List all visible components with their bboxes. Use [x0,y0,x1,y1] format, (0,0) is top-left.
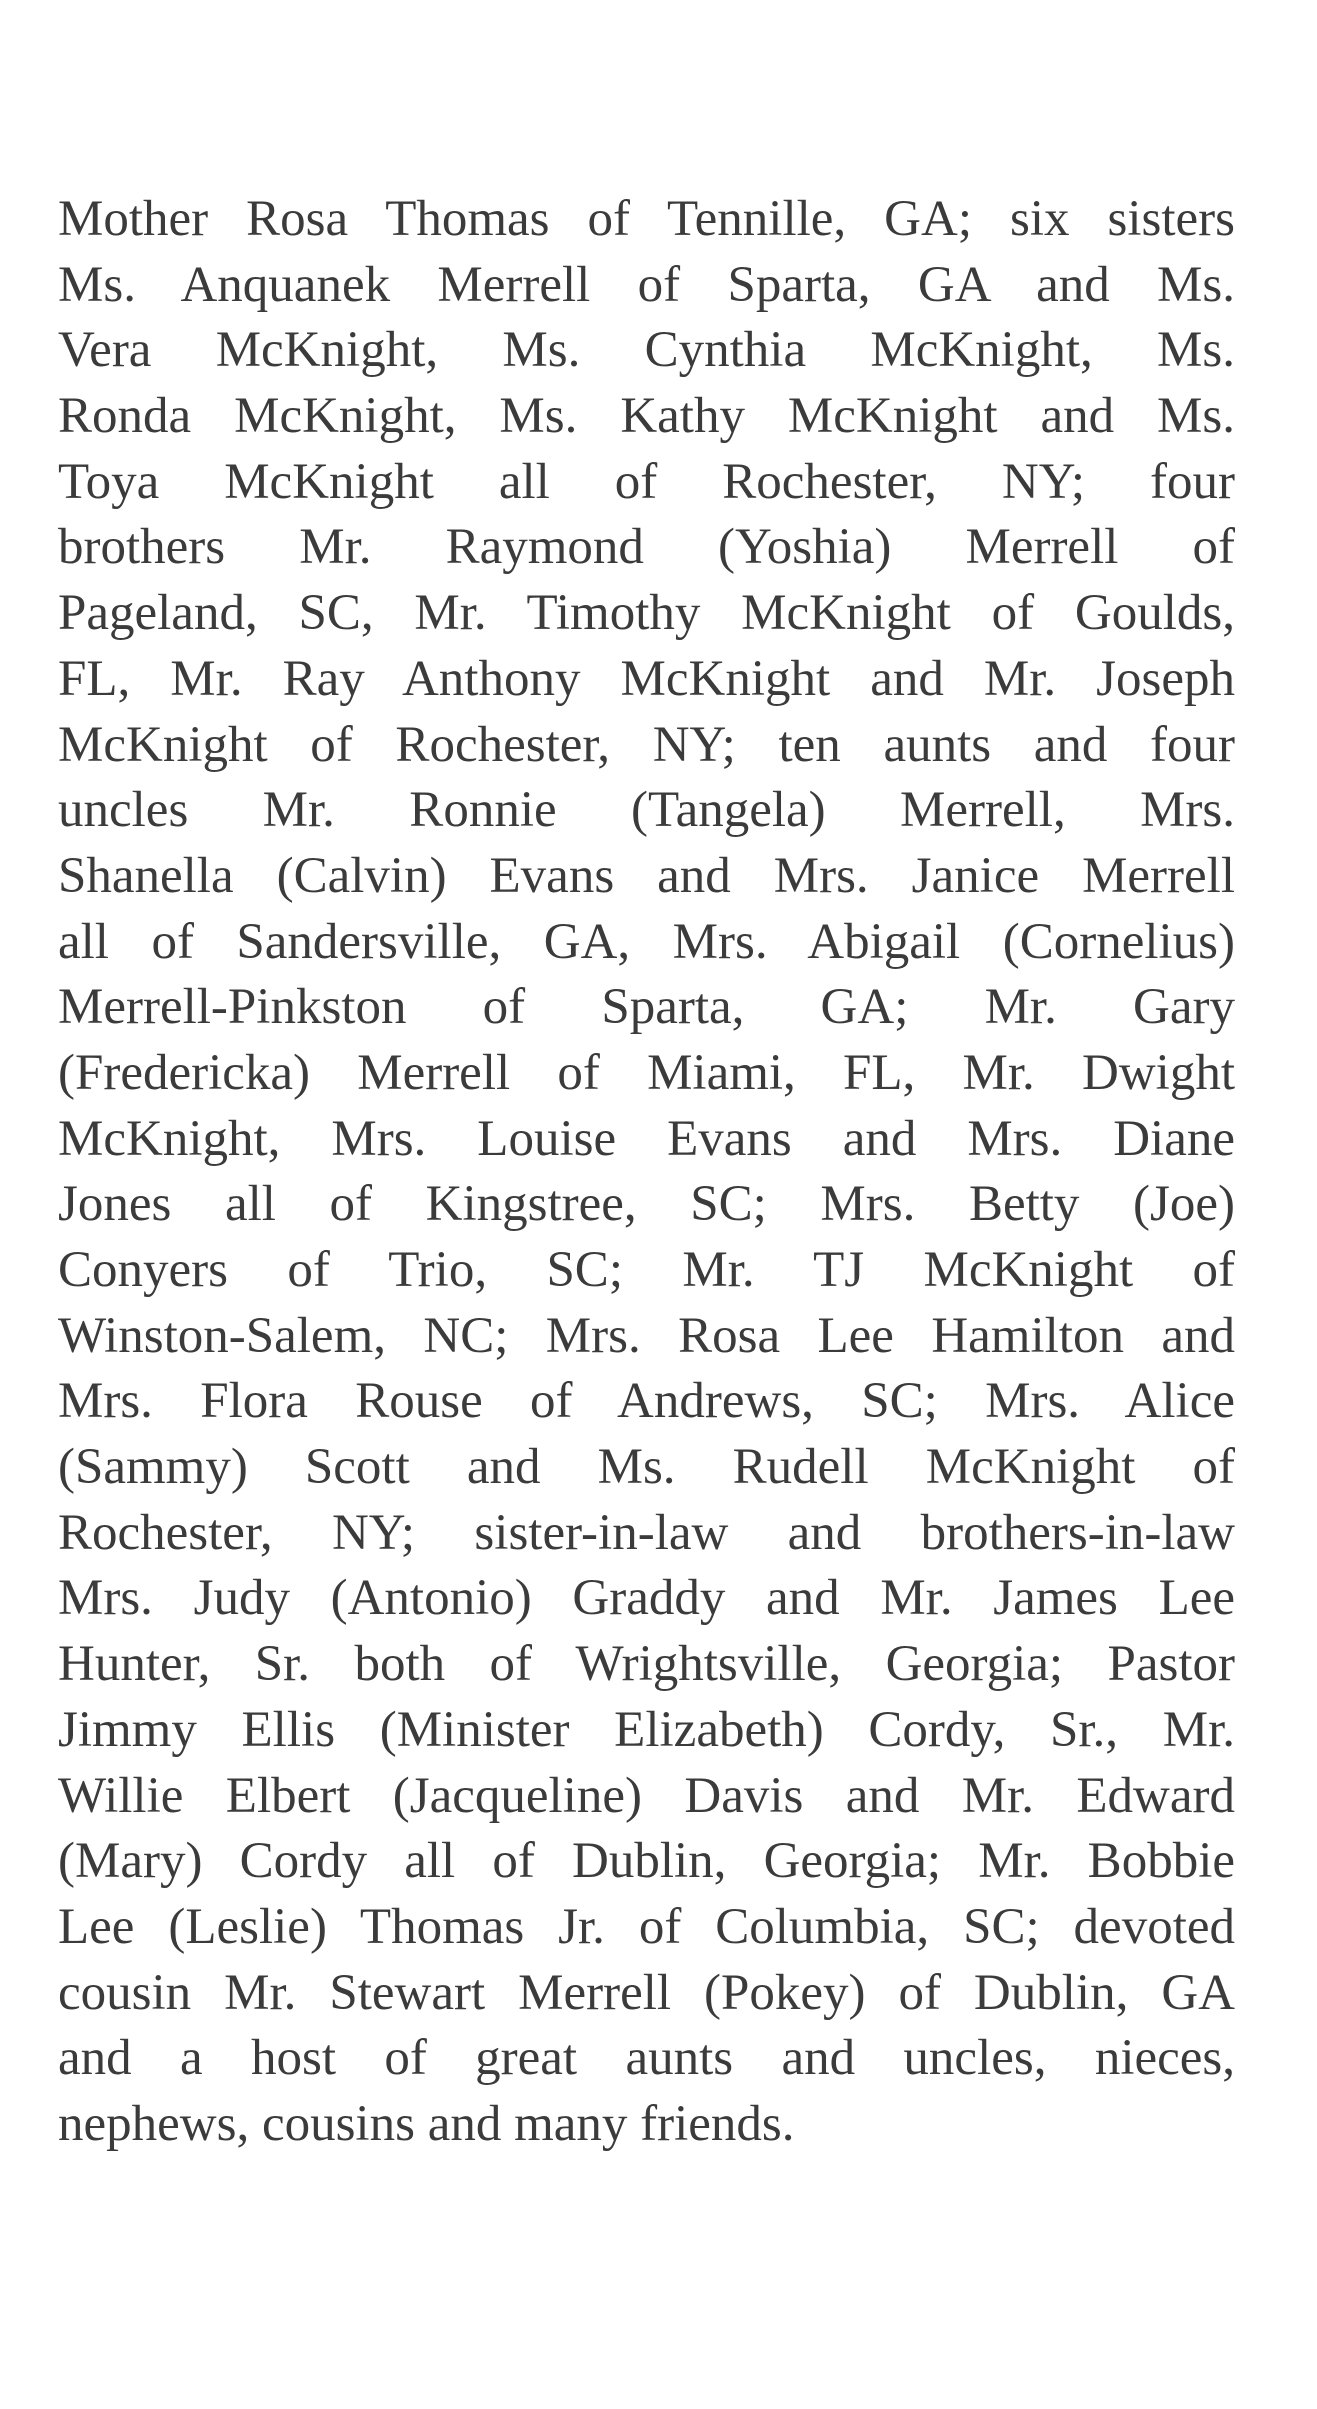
paragraph-line: Mrs. Flora Rouse of Andrews, SC; Mrs. Alice [58,1373,1235,1430]
paragraph-line: Jimmy Ellis (Minister Elizabeth) Cordy, Sr., Mr. [58,1701,1235,1758]
paragraph-line: Ms. Anquanek Merrell of Sparta, GA and Ms. [58,256,1235,313]
paragraph-line: nephews, cousins and many friends. [58,2095,795,2152]
paragraph-line: Rochester, NY; sister-in-law and brothers-in-law [58,1504,1235,1561]
paragraph-line: brothers Mr. Raymond (Yoshia) Merrell of [58,519,1235,576]
paragraph-line: Vera McKnight, Ms. Cynthia McKnight, Ms. [58,322,1235,379]
obituary-paragraph [58,187,1235,2158]
paragraph-line: all of Sandersville, GA, Mrs. Abigail (Cornelius) [58,913,1235,970]
paragraph-line: (Mary) Cordy all of Dublin, Georgia; Mr. Bobbie [58,1833,1235,1890]
paragraph-line: Pageland, SC, Mr. Timothy McKnight of Goulds, [58,585,1235,642]
paragraph-line: and a host of great aunts and uncles, nieces, [58,2030,1235,2087]
paragraph-line: Conyers of Trio, SC; Mr. TJ McKnight of [58,1242,1235,1298]
paragraph-line: Toya McKnight all of Rochester, NY; four [58,453,1235,510]
paragraph-line: Merrell-Pinkston of Sparta, GA; Mr. Gary [58,979,1235,1036]
paragraph-line: Shanella (Calvin) Evans and Mrs. Janice Merrell [58,847,1235,904]
paragraph-line: Mrs. Judy (Antonio) Graddy and Mr. James Lee [58,1570,1235,1627]
paragraph-line: FL, Mr. Ray Anthony McKnight and Mr. Joseph [58,650,1235,707]
paragraph-line: Hunter, Sr. both of Wrightsville, Georgia; Pastor [58,1636,1235,1693]
paragraph-line: Jones all of Kingstree, SC; Mrs. Betty (Joe) [58,1176,1235,1233]
paragraph-line: Mother Rosa Thomas of Tennille, GA; six sisters [58,191,1235,247]
paragraph-line: McKnight, Mrs. Louise Evans and Mrs. Diane [58,1110,1235,1167]
paragraph-line: McKnight of Rochester, NY; ten aunts and four [58,716,1235,773]
paragraph-line: uncles Mr. Ronnie (Tangela) Merrell, Mrs. [58,782,1235,839]
paragraph-line: Winston-Salem, NC; Mrs. Rosa Lee Hamilton and [58,1307,1235,1364]
paragraph-line: (Sammy) Scott and Ms. Rudell McKnight of [58,1439,1235,1496]
paragraph-line: Willie Elbert (Jacqueline) Davis and Mr. Edward [58,1767,1235,1824]
paragraph-line: Lee (Leslie) Thomas Jr. of Columbia, SC; devoted [58,1898,1235,1955]
paragraph-line: (Fredericka) Merrell of Miami, FL, Mr. Dwight [58,1044,1235,1101]
paragraph-line: cousin Mr. Stewart Merrell (Pokey) of Dublin, GA [58,1964,1235,2021]
paragraph-line: Ronda McKnight, Ms. Kathy McKnight and Ms. [58,388,1235,445]
